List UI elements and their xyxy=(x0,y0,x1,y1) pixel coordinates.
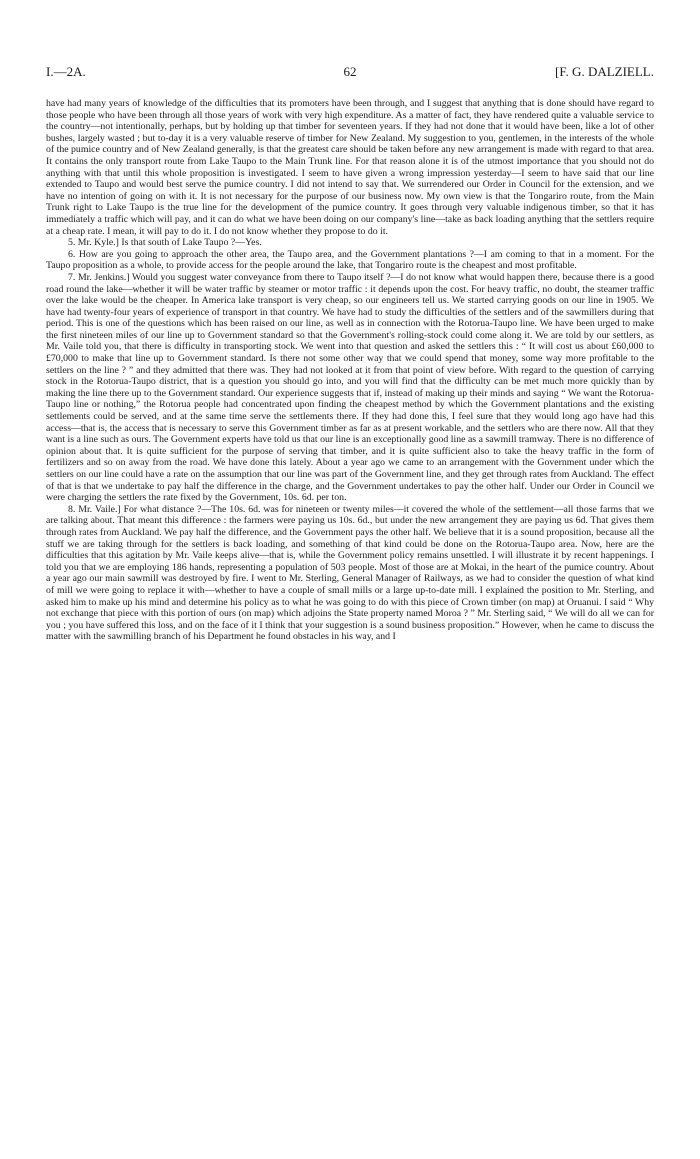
paragraph: 7. Mr. Jenkins.] Would you suggest water conveyance from there to Taupo itself ?—I do not know what would happen there, because there is a good road round the lake—whether it will be water traffic by steamer or motor traffic : it depends upon the cost. For heavy traffic, no doubt, the steamer traffic over the lake would be the cheaper. In America lake transport is very cheap, so our engineers tell us. We started carrying goods on our line in 1905. We have had twenty-four years of experience of transport in that country. We have had to study the difficulties of the settlers and of the sawmillers during that period. This is one of the questions which has been raised on our line, as well as in connection with the Rotorua-Taupo line. We have been urged to make the first nineteen miles of our line up to Government standard so that the Government's rolling-stock could come along it. We are told by our settlers, as Mr. Vaile told you, that there is difficulty in transporting stock. We went into that question and asked the settlers this : “ It will cost us about £60,000 to £70,000 to make that line up to Government standard. Is there not some other way that we could spend that money, some way more profitable to the settlers on the line ? ” and they admitted that there was. They had not looked at it from that point of view before. With regard to the question of carrying stock in the Rotorua-Taupo district, that is a question you should go into, and you will find that the difficulty can be met much more quickly than by making the line there up to the Government standard. Our experience suggests that if, instead of making up their minds and saying “ We want the Rotorua-Taupo line or nothing,” the Rotorua people had concentrated upon finding the cheapest method by which the Government plantations and the existing settlements could be served, and at the same time serve the settlements there. If they had done this, I feel sure that they would long ago have had this access—that is, the access that is necessary to serve this Government timber as far as at present workable, and the settlers who are there now. All that they want is a line such as ours. The Government experts have told us that our line is an exceptionally good line as a sawmill tramway. There is no difference of opinion about that. It is quite sufficient for the purpose of serving that timber, and it is quite sufficient also to take the heavy traffic in the form of fertilizers and so on away from the road. We have done this lately. About a year ago we came to an arrangement with the Government under which the settlers on our line could have a rate on the assumption that our line was part of the Government line, and they get through rates from Auckland. The effect of that is that we undertake to pay half the difference in the charge, and the Government undertakes to pay the other half. Under our Order in Council we were charging the settlers the rate fixed by the Government, 10s. 6d. per ton. xyxy=(46,271,654,504)
paragraph: 5. Mr. Kyle.] Is that south of Lake Taupo ?—Yes. xyxy=(68,237,262,249)
page-number: 62 xyxy=(343,64,357,79)
witness-name: [F. G. DALZIELL. xyxy=(555,64,654,79)
paragraph: 8. Mr. Vaile.] For what distance ?—The 10s. 6d. was for nineteen or twenty miles—it covered the whole of the settlement—all those farms that we are talking about. That meant this difference : the farmers were paying us 10s. 6d., but under the new arrangement they are paying us 6d. That gives them through rates from Auckland. We pay half the difference, and the Government pays the other half. We believe that it is a sound proposition, because all the stuff we are taking through for the settlers is back loading, and something of that kind could be done on the Rotorua-Taupo area. Now, here are the difficulties that this agitation by Mr. Vaile keeps alive—that is, while the Government policy remains unsettled. I will illustrate it by recent happenings. I told you that we are employing 186 hands, representing a population of 503 people. Most of those are at Mokai, in the heart of the pumice country. About a year ago our main sawmill was destroyed by fire. I went to Mr. Sterling, General Manager of Railways, as we had to consider the question of what kind of mill we were going to replace it with—whether to have a couple of small mills or a large up-to-date mill. I explained the position to Mr. Sterling, and asked him to make up his mind and determine his policy as to what he was going to do with this piece of Crown timber (on map) at Oruanui. I said “ Why not exchange that piece with this portion of ours (on map) which adjoins the State property named Moroa ? ” Mr. Sterling said, “ We will do all we can for you ; you have suffered this loss, and on the face of it I think that your suggestion is a sound business proposition.” However, when he came to discuss the matter with the sawmilling branch of his Department he found obstacles in his way, and I xyxy=(46,503,654,643)
page-header xyxy=(46,64,654,82)
paper-reference: I.—2A. xyxy=(46,64,86,79)
paragraph: have had many years of knowledge of the difficulties that its promoters have been through, and I suggest that anything that is done should have regard to those people who have been through all those years of work with very high expenditure. As a matter of fact, they have rendered quite a valuable service to the country—not intentionally, perhaps, but by holding up that timber for seventeen years. If they had not done that it would have been, like a lot of other bushes, largely wasted ; but to-day it is a very valuable reserve of timber for New Zealand. My suggestion to you, gentlemen, in the interests of the whole of the pumice country and of New Zealand generally, is that the greatest care should be taken before any new arrangement is made with regard to that area. It contains the only transport route from Lake Taupo to the Main Trunk line. For that reason alone it is of the utmost importance that you should not do anything with that until this whole proposition is investigated. I seem to have given a wrong impression yesterday—I seem to have said that our line extended to Taupo and would best serve the pumice country. I did not intend to say that. We surrendered our Order in Council for the extension, and we have no intention of going on with it. It is not necessary for the purpose of our business now. My own view is that the Tongariro route, from the Main Trunk right to Lake Taupo is the true line for the development of the pumice country. It goes through very valuable indigenous timber, so that it has immediately a traffic which will pay, and it can do what we have been doing on our company's line—take as back loading anything that the settlers require at a cheap rate. I mean, it will pay to do it. I do not know whether they propose to do it. xyxy=(46,98,654,237)
body-text xyxy=(46,98,654,643)
paragraph: 6. How are you going to approach the other area, the Taupo area, and the Government plantations ?—I am coming to that in a moment. For the Taupo proposition as a whole, to provide access for the people around the lake, that Tongariro route is the cheapest and most profitable. xyxy=(46,248,654,272)
